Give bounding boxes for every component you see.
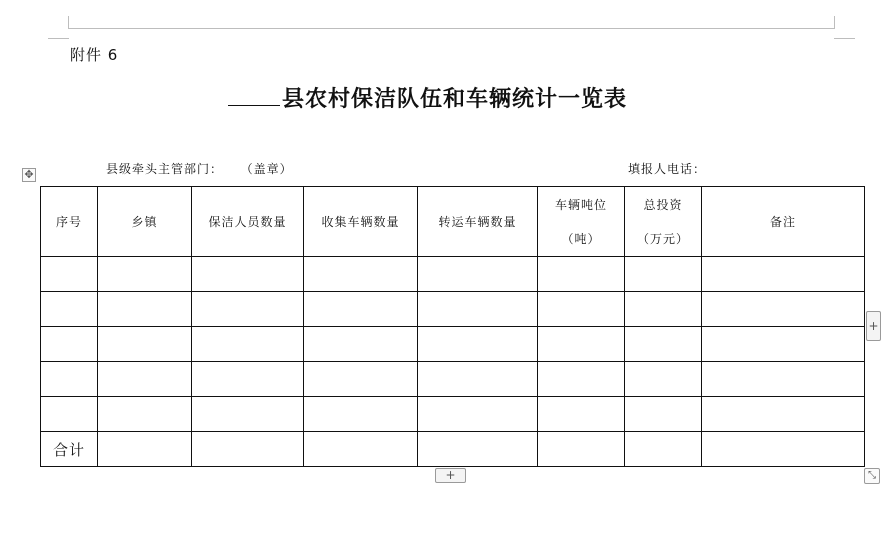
table-cell[interactable] xyxy=(625,362,702,397)
table-cell[interactable] xyxy=(538,292,625,327)
table-cell[interactable] xyxy=(98,257,192,292)
table-resize-handle-icon[interactable]: ⤡ xyxy=(864,468,880,484)
table-cell[interactable] xyxy=(41,362,98,397)
table-cell[interactable] xyxy=(192,257,304,292)
table-row xyxy=(41,362,865,397)
table-row xyxy=(41,327,865,362)
header-remarks[interactable]: 备注 xyxy=(702,187,865,257)
phone-label: 填报人电话： xyxy=(628,162,707,176)
table-cell[interactable] xyxy=(98,327,192,362)
table-cell[interactable] xyxy=(418,292,538,327)
table-cell[interactable] xyxy=(625,397,702,432)
table-cell[interactable] xyxy=(304,397,418,432)
header-investment[interactable] xyxy=(625,187,702,257)
table-cell[interactable] xyxy=(418,432,538,467)
statistics-table xyxy=(40,186,865,467)
margin-guide-right-horizontal xyxy=(834,38,855,39)
header-investment-line2: （万元） xyxy=(636,231,689,246)
table-cell[interactable] xyxy=(304,257,418,292)
table-cell[interactable] xyxy=(98,362,192,397)
table-cell[interactable] xyxy=(304,327,418,362)
table-cell[interactable] xyxy=(702,362,865,397)
table-cell[interactable] xyxy=(702,257,865,292)
header-tonnage-line1: 车辆吨位 xyxy=(554,197,607,212)
table-cell[interactable] xyxy=(41,292,98,327)
table-cell[interactable] xyxy=(98,292,192,327)
table-cell[interactable] xyxy=(98,432,192,467)
table-row xyxy=(41,397,865,432)
margin-guide-right-vertical xyxy=(834,16,835,29)
department-seal: （盖章） xyxy=(240,162,293,176)
attachment-label: 附件 6 xyxy=(70,46,119,64)
table-cell[interactable] xyxy=(418,397,538,432)
table-cell[interactable] xyxy=(304,362,418,397)
table-cell[interactable] xyxy=(41,257,98,292)
table-cell[interactable] xyxy=(41,327,98,362)
header-investment-line1: 总投资 xyxy=(643,197,683,212)
title-text: 县农村保洁队伍和车辆统计一览表 xyxy=(282,87,628,112)
table-cell[interactable] xyxy=(98,397,192,432)
margin-guide-left-horizontal xyxy=(48,38,69,39)
table-cell[interactable] xyxy=(418,362,538,397)
table-cell[interactable] xyxy=(418,257,538,292)
margin-guide-top xyxy=(68,28,834,29)
table-cell[interactable] xyxy=(538,327,625,362)
table-cell[interactable] xyxy=(538,257,625,292)
header-town[interactable]: 乡镇 xyxy=(98,187,192,257)
department-line xyxy=(106,160,293,177)
table-move-handle-icon[interactable]: ✥ xyxy=(22,168,36,182)
table-cell[interactable] xyxy=(538,432,625,467)
phone-line xyxy=(628,160,706,177)
header-tonnage-line2: （吨） xyxy=(561,231,601,246)
margin-guide-left-vertical xyxy=(68,16,69,29)
table-cell[interactable] xyxy=(192,362,304,397)
document-title xyxy=(228,82,627,113)
table-cell[interactable] xyxy=(702,432,865,467)
table-cell[interactable] xyxy=(625,257,702,292)
title-blank-underline xyxy=(228,85,280,106)
header-cleaners[interactable]: 保洁人员数量 xyxy=(192,187,304,257)
table-cell[interactable] xyxy=(625,432,702,467)
header-transfer-vehicles[interactable]: 转运车辆数量 xyxy=(418,187,538,257)
table-cell[interactable] xyxy=(41,397,98,432)
table-cell[interactable] xyxy=(304,432,418,467)
table-cell[interactable] xyxy=(702,292,865,327)
department-label: 县级牵头主管部门： xyxy=(106,162,224,176)
table-cell[interactable] xyxy=(418,327,538,362)
header-collect-vehicles[interactable]: 收集车辆数量 xyxy=(304,187,418,257)
table-cell[interactable] xyxy=(538,397,625,432)
table-cell[interactable] xyxy=(304,292,418,327)
table-row xyxy=(41,292,865,327)
header-row xyxy=(41,187,865,257)
header-tonnage[interactable] xyxy=(538,187,625,257)
add-column-button[interactable]: + xyxy=(866,311,881,341)
total-row xyxy=(41,432,865,467)
add-row-button[interactable]: + xyxy=(435,468,466,483)
table-row xyxy=(41,257,865,292)
table-cell[interactable] xyxy=(192,292,304,327)
table-cell[interactable] xyxy=(702,397,865,432)
total-label-cell[interactable]: 合计 xyxy=(41,432,98,467)
table-cell[interactable] xyxy=(192,327,304,362)
table-cell[interactable] xyxy=(625,292,702,327)
table-cell[interactable] xyxy=(625,327,702,362)
header-seq[interactable]: 序号 xyxy=(41,187,98,257)
table-cell[interactable] xyxy=(702,327,865,362)
table-cell[interactable] xyxy=(538,362,625,397)
table-cell[interactable] xyxy=(192,432,304,467)
table-cell[interactable] xyxy=(192,397,304,432)
